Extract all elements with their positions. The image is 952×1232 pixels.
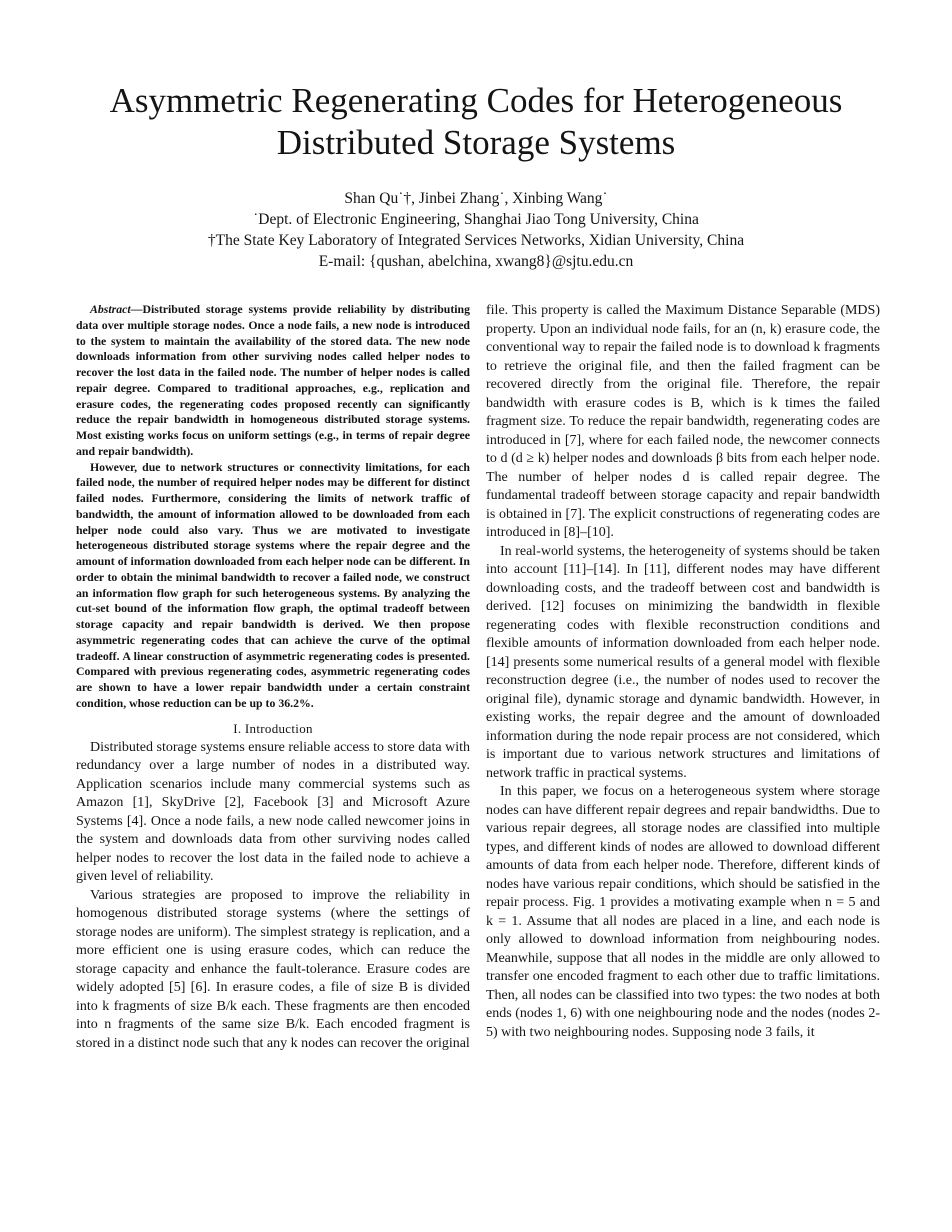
section-heading-introduction: I. Introduction: [233, 720, 313, 736]
right-paragraph-2: In real-world systems, the heterogeneity of systems should be taken into account [11]–[14]. In [11], different nodes may have different downloading costs, and the tradeoff between cost and bandwidth is derived. [12] focuses on minimizing the bandwidth in flexible regenerating codes with flexible reconstruction conditions and flexible amounts of information downloaded from each helper node. [14] presents some numerical results of a general model with flexible reconstruction degree (i.e., the number of nodes used to recover the original file), dynamic storage and dynamic bandwidth. However, in existing works, the repair degree and the amount of downloaded information during the node repair process are not considered, which is important due to various network structures and limitations of network traffic in practical systems.: [486, 543, 880, 781]
author-email: E-mail: {qushan, abelchina, xwang8}@sjtu.edu.cn: [318, 253, 634, 270]
affiliation-1: ˙Dept. of Electronic Engineering, Shanghai Jiao Tong University, China: [253, 211, 699, 228]
introduction-body: [76, 739, 470, 1054]
abstract-paragraph-1: [76, 302, 470, 460]
abstract-text-1: —Distributed storage systems provide reliability by distributing data over multiple storage nodes. Once a node fails, a new node is introduced to the system to maintain the availability of the stored data. The new node downloads information from other surviving nodes called helper nodes to recover the lost data in the failed node. The number of helper nodes is called repair degree. Compared to traditional approaches, e.g., replication and erasure codes, the regenerating codes proposed recently can significantly reduce the repair bandwidth in homogeneous distributed storage systems. Most existing works focus on uniform settings (e.g., in terms of repair degree and repair bandwidth).: [76, 302, 470, 458]
left-column: [76, 302, 470, 1053]
author-block: [40, 188, 912, 272]
title-line-1: Asymmetric Regenerating Codes for Heterogeneous: [109, 81, 843, 120]
abstract-label: Abstract: [90, 302, 131, 316]
right-paragraph-1: file. This property is called the Maximum Distance Separable (MDS) property. Upon an individual node fails, for an (n, k) erasure code, the conventional way to repair the failed node is to download k fragments to retrieve the original file, and then the failed fragment can be recovered directly from the original file. Therefore, the repair bandwidth with erasure codes is B, which is k times the failed fragment size. To reduce the repair bandwidth, regenerating codes are introduced in [7], where for each failed node, the newcomer connects to d (d ≥ k) helper nodes and downloads β bits from each helper node. The number of helper nodes d is called repair degree. The fundamental tradeoff between storage capacity and repair bandwidth is obtained in [7]. The explicit constructions of regenerating codes are introduced in [8]–[10].: [486, 303, 880, 540]
author-names: Shan Qu˙†, Jinbei Zhang˙, Xinbing Wang˙: [344, 190, 608, 207]
paper-title: [40, 80, 912, 164]
abstract-paragraph-2: However, due to network structures or connectivity limitations, for each failed node, the number of required helper nodes may be different for distinct failed nodes. Furthermore, considering the limits of network traffic of bandwidth, the amount of information allowed to be downloaded from each helper node could also vary. Thus we are motivated to investigate heterogeneous distributed storage systems where the repair degree and the amount of information downloaded from each helper node can be different. In order to obtain the minimal bandwidth to recover a failed node, we construct an information flow graph for such heterogeneous systems. By analyzing the cut-set bound of the information flow graph, the optimal tradeoff between storage capacity and repair bandwidth is derived. We then propose asymmetric regenerating codes that can achieve the curve of the optimal tradeoff. A linear construction of asymmetric regenerating codes is presented. Compared with previous regenerating codes, asymmetric regenerating codes are shown to have a lower repair bandwidth under a certain constraint condition, whose reduction can be up to 36.2%.: [76, 459, 470, 710]
intro-paragraph-2: Various strategies are proposed to improve the reliability in homogenous distributed storage systems (where the settings of storage nodes are uniform). The simplest strategy is replication, and a more efficient one is using erasure codes, which can reduce the storage capacity and enhance the fault-tolerance. Erasure codes are widely adopted [5] [6]. In erasure codes, a file of size B is divided into k fragments of size B/k each. These fragments are then encoded into n fragments of the same size B/k. Each encoded fragment is stored in a distinct node such that any k nodes can recover the original: [76, 887, 470, 1051]
title-line-2: Distributed Storage Systems: [276, 123, 676, 162]
right-paragraph-3: In this paper, we focus on a heterogeneous system where storage nodes can have different repair degrees and repair bandwidths. Due to various repair degrees, all storage nodes are classified into multiple types, and different kinds of nodes are allowed to download different amounts of data from each helper node. Therefore, different kinds of nodes have various repair conditions, which should be satisfied in the repair process. Fig. 1 provides a motivating example when n = 5 and k = 1. Assume that all nodes are placed in a line, and each node is only allowed to download information from neighbouring nodes. Meanwhile, suppose that all nodes in the middle are only allowed to transfer one encoded fragment to each other due to traffic limitations. Then, all nodes can be classified into two types: the two nodes at both ends (nodes 1, 6) with one neighbouring node and the nodes (nodes 2-5) with two neighbouring nodes. Supposing node 3 fails, it: [486, 784, 880, 1040]
abstract: [76, 302, 470, 712]
intro-paragraph-1: Distributed storage systems ensure reliable access to store data with redundancy over a large number of nodes in a distributed way. Application scenarios include many commercial systems such as Amazon [1], SkyDrive [2], Facebook [3] and Microsoft Azure Systems [4]. Once a node fails, a new node called newcomer joins in the system and downloads data from other surviving nodes called helper nodes to recover the lost data in the failed node to achieve a given level of reliability.: [76, 739, 470, 884]
right-column: [486, 302, 880, 1042]
affiliation-2: †The State Key Laboratory of Integrated Services Networks, Xidian University, China: [207, 232, 745, 249]
